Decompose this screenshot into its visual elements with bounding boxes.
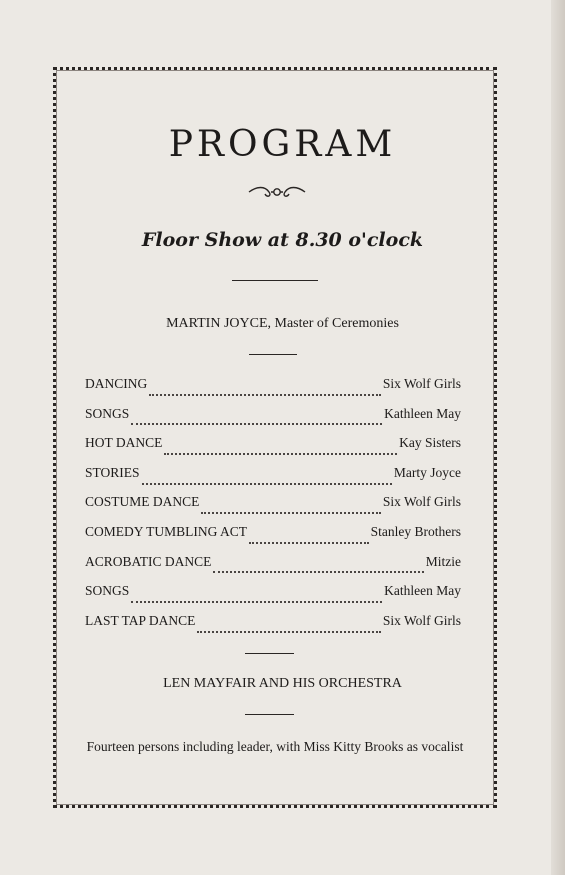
master-of-ceremonies: MARTIN JOYCE, Master of Ceremonies (166, 316, 399, 331)
act-performer: Kathleen May (384, 405, 461, 421)
act-name: DANCING (85, 376, 148, 391)
act-name: COMEDY TUMBLING ACT (85, 523, 248, 539)
dot-leader (164, 453, 397, 455)
act-performer: Marty Joyce (393, 464, 461, 480)
dot-leader (249, 542, 369, 544)
act-name: HOT DANCE (85, 435, 163, 451)
act-name: SONGS (85, 405, 130, 421)
dot-leader (213, 571, 423, 573)
act-performer: Six Wolf Girls (382, 376, 461, 391)
dot-leader (142, 483, 392, 485)
floor-show-time: Floor Show at 8.30 o'clock (141, 229, 424, 251)
divider (249, 354, 297, 355)
act-row (85, 435, 461, 465)
orchestra-credit: LEN MAYFAIR AND HIS ORCHESTRA (163, 676, 402, 691)
act-name: ACROBATIC DANCE (85, 553, 212, 569)
dot-leader (201, 512, 380, 514)
dot-leader (131, 601, 382, 603)
act-performer: Six Wolf Girls (382, 612, 461, 628)
act-row (85, 524, 461, 554)
act-performer: Mitzie (425, 553, 461, 569)
dot-leader (131, 423, 382, 425)
act-performer: Kathleen May (384, 583, 461, 599)
act-performer: Stanley Brothers (370, 523, 461, 539)
act-performer: Kay Sisters (399, 435, 461, 451)
act-name: LAST TAP DANCE (85, 612, 196, 628)
act-row (85, 376, 461, 406)
divider (232, 280, 318, 281)
orchestra-note: Fourteen persons including leader, with Miss Kitty Brooks as vocalist (86, 739, 464, 754)
act-row (85, 465, 461, 495)
scroll-ornament-icon (247, 182, 307, 202)
divider (245, 653, 294, 654)
acts-list (85, 376, 461, 642)
act-performer: Six Wolf Girls (382, 494, 461, 510)
act-row (85, 406, 461, 436)
act-row (85, 613, 461, 643)
page-title: PROGRAM (168, 124, 397, 165)
act-row (85, 494, 461, 524)
dot-leader (149, 394, 381, 396)
act-name: STORIES (85, 464, 140, 480)
divider (245, 714, 294, 715)
dot-leader (197, 631, 380, 633)
act-name: COSTUME DANCE (85, 494, 200, 510)
act-row (85, 583, 461, 613)
act-name: SONGS (85, 583, 130, 599)
act-row (85, 554, 461, 584)
